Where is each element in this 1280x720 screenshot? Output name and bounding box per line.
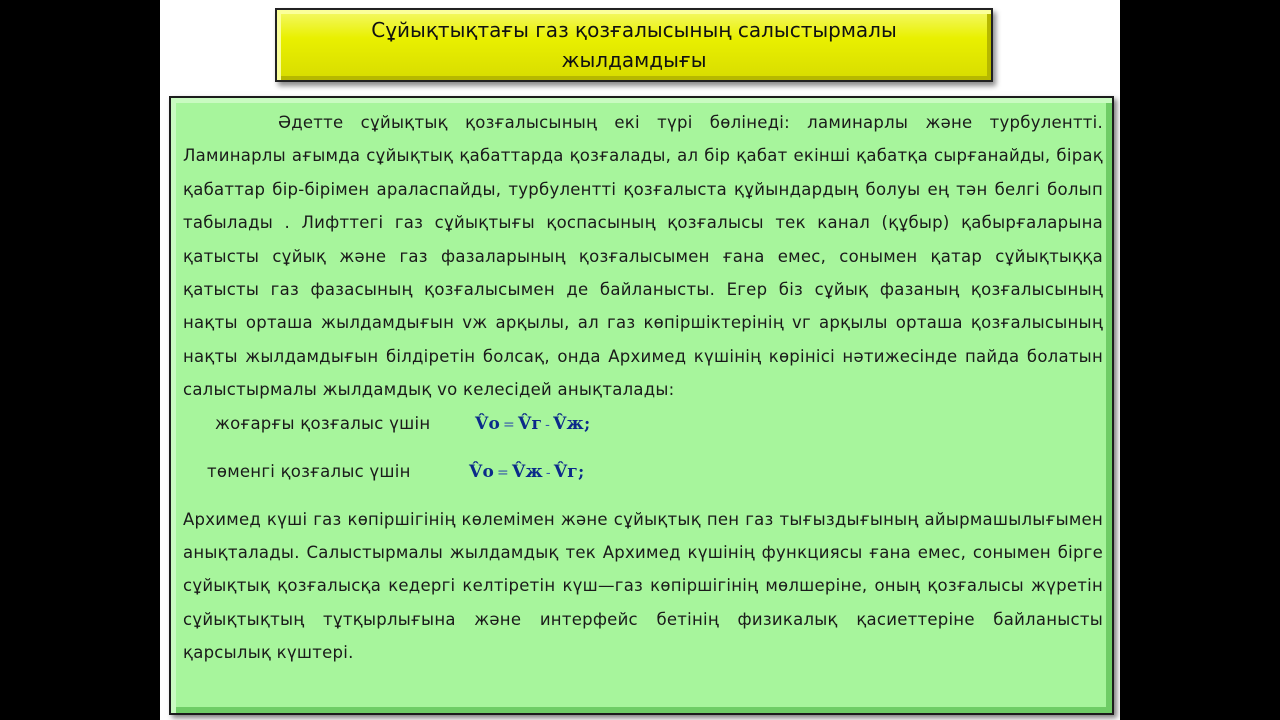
content-panel bbox=[169, 96, 1114, 715]
formula-term-a: V̂ж bbox=[512, 461, 543, 482]
formula-end: ; bbox=[583, 413, 591, 434]
content-text bbox=[183, 106, 1103, 670]
formula-term-b: V̂г bbox=[553, 461, 578, 482]
formula-lhs: V̂o bbox=[475, 413, 501, 434]
formula-minus: - bbox=[545, 464, 551, 481]
formula-term-a: V̂г bbox=[518, 413, 543, 434]
formula-expression bbox=[469, 455, 585, 490]
formula-equals: = bbox=[503, 416, 516, 433]
formula-end: ; bbox=[577, 461, 585, 482]
formula-downward bbox=[183, 455, 1103, 503]
formula-minus: - bbox=[545, 416, 551, 433]
formula-lhs: V̂o bbox=[469, 461, 495, 482]
slide bbox=[160, 0, 1120, 720]
paragraph-intro: Әдетте сұйықтық қозғалысының екі түрі бөлінеді: ламинарлы және турбулентті. Ламинарлы ағымда сұйықтық қабаттарда қозғалады, ал бір қабат екінші қабатқа сырғанайды, бірақ қабаттар бір-бірімен араласпайды, турбулентті қозғалыста құйындардың болуы ең тән белгі болып табылады . Лифттегі газ сұйықтығы қоспасының қозғалысы тек канал (құбыр) қабырғаларына қатысты сұйық және газ фазаларының қозғалысымен ғана емес, сонымен қатар сұйықтыққа қатысты газ фазасының қозғалысымен де байланысты. Егер біз сұйық фазаның қозғалысының нақты орташа жылдамдығын vж арқылы, ал газ көпіршіктерінің vг арқылы орташа қозғалысының нақты жылдамдығын білдіретін болсақ, онда Архимед күшінің көрінісі нәтижесінде пайда болатын салыстырмалы жылдамдық vо келесідей анықталады: bbox=[183, 113, 1103, 400]
title-banner bbox=[275, 8, 993, 82]
formula-equals: = bbox=[497, 464, 510, 481]
paragraph-archimedes: Архимед күші газ көпіршігінің көлемімен және сұйықтық пен газ тығыздығының айырмашылығымен анықталады. Салыстырмалы жылдамдық тек Архимед күшінің функциясы ғана емес, сонымен бірге сұйықтық қозғалысқа кедергі келтіретін күш—газ көпіршігінің мөлшеріне, оның қозғалысы жүретін сұйықтықтың тұтқырлығына және интерфейс бетінің физикалық қасиеттеріне байланысты қарсылық күштері. bbox=[183, 509, 1103, 663]
formula-expression bbox=[475, 407, 591, 442]
formula-label: жоғарғы қозғалыс үшін bbox=[215, 413, 431, 433]
formula-upward bbox=[183, 407, 1103, 455]
formula-term-b: V̂ж bbox=[553, 413, 584, 434]
formula-label: төменгі қозғалыс үшін bbox=[207, 461, 411, 481]
slide-title: Сұйықтықтағы газ қозғалысының салыстырмалы жылдамдығы bbox=[371, 18, 897, 72]
